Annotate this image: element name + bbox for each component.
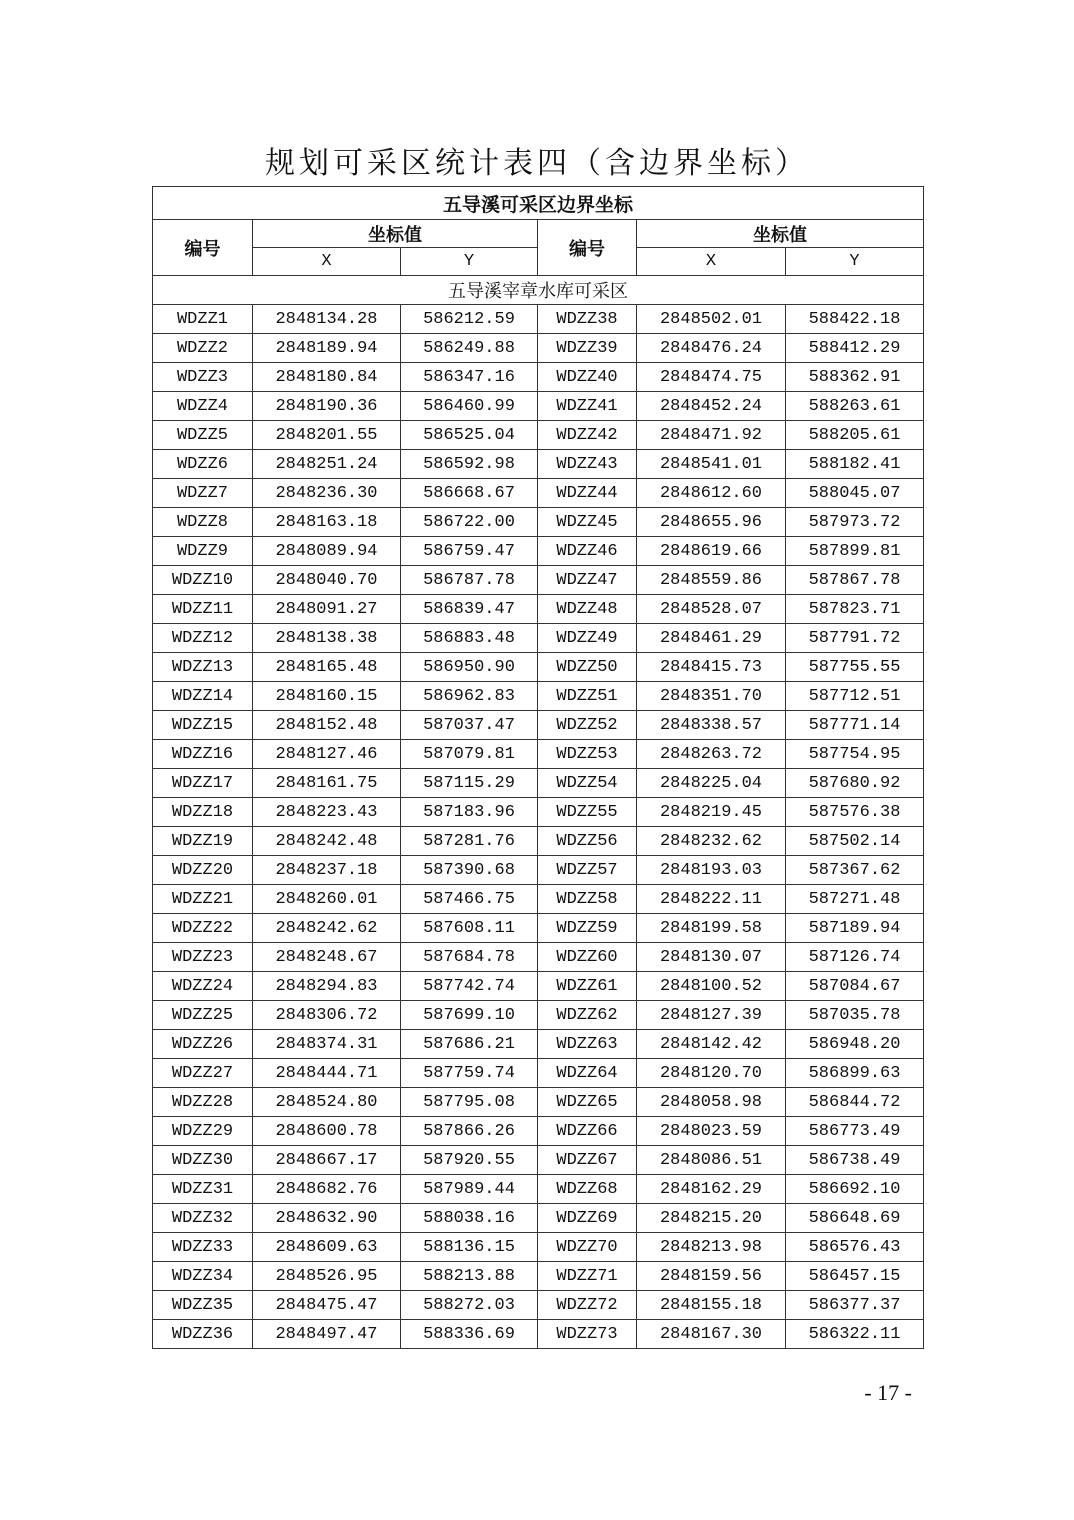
table-body xyxy=(153,305,924,1349)
x-coordinate-cell: 2848444.71 xyxy=(253,1059,401,1088)
x-coordinate-cell: 2848100.52 xyxy=(637,972,786,1001)
y-coordinate-cell: 586722.00 xyxy=(401,508,538,537)
point-id-cell: WDZZ50 xyxy=(538,653,637,682)
point-id-cell: WDZZ44 xyxy=(538,479,637,508)
x-coordinate-cell: 2848474.75 xyxy=(637,363,786,392)
y-coordinate-cell: 587684.78 xyxy=(401,943,538,972)
y-coordinate-cell: 588422.18 xyxy=(786,305,924,334)
y-coordinate-cell: 587791.72 xyxy=(786,624,924,653)
x-coordinate-cell: 2848138.38 xyxy=(253,624,401,653)
point-id-cell: WDZZ32 xyxy=(153,1204,253,1233)
point-id-cell: WDZZ39 xyxy=(538,334,637,363)
point-id-cell: WDZZ47 xyxy=(538,566,637,595)
y-coordinate-cell: 587466.75 xyxy=(401,885,538,914)
point-id-cell: WDZZ22 xyxy=(153,914,253,943)
table-row xyxy=(153,1146,924,1175)
y-coordinate-cell: 587502.14 xyxy=(786,827,924,856)
x-coordinate-cell: 2848306.72 xyxy=(253,1001,401,1030)
x-coordinate-cell: 2848152.48 xyxy=(253,711,401,740)
x-coordinate-cell: 2848167.30 xyxy=(637,1320,786,1349)
point-id-cell: WDZZ73 xyxy=(538,1320,637,1349)
y-coordinate-cell: 588205.61 xyxy=(786,421,924,450)
y-coordinate-cell: 588038.16 xyxy=(401,1204,538,1233)
y-coordinate-cell: 588045.07 xyxy=(786,479,924,508)
point-id-cell: WDZZ5 xyxy=(153,421,253,450)
x-coordinate-cell: 2848219.45 xyxy=(637,798,786,827)
y-coordinate-cell: 587973.72 xyxy=(786,508,924,537)
y-coordinate-cell: 587759.74 xyxy=(401,1059,538,1088)
point-id-cell: WDZZ1 xyxy=(153,305,253,334)
x-coordinate-cell: 2848682.76 xyxy=(253,1175,401,1204)
point-id-cell: WDZZ59 xyxy=(538,914,637,943)
point-id-cell: WDZZ17 xyxy=(153,769,253,798)
coordinate-column-header-left: 坐标值 xyxy=(253,220,538,248)
y-coordinate-cell: 587699.10 xyxy=(401,1001,538,1030)
y-coordinate-cell: 586773.49 xyxy=(786,1117,924,1146)
x-coordinate-cell: 2848086.51 xyxy=(637,1146,786,1175)
table-row xyxy=(153,856,924,885)
y-coordinate-cell: 587867.78 xyxy=(786,566,924,595)
x-coordinate-cell: 2848632.90 xyxy=(253,1204,401,1233)
x-coordinate-cell: 2848242.48 xyxy=(253,827,401,856)
point-id-cell: WDZZ36 xyxy=(153,1320,253,1349)
table-row xyxy=(153,1175,924,1204)
y-coordinate-cell: 586249.88 xyxy=(401,334,538,363)
x-coordinate-cell: 2848263.72 xyxy=(637,740,786,769)
y-coordinate-cell: 587367.62 xyxy=(786,856,924,885)
x-coordinate-cell: 2848374.31 xyxy=(253,1030,401,1059)
point-id-cell: WDZZ53 xyxy=(538,740,637,769)
point-id-cell: WDZZ9 xyxy=(153,537,253,566)
y-coordinate-cell: 586962.83 xyxy=(401,682,538,711)
point-id-cell: WDZZ60 xyxy=(538,943,637,972)
y-coordinate-cell: 587281.76 xyxy=(401,827,538,856)
point-id-cell: WDZZ12 xyxy=(153,624,253,653)
table-row xyxy=(153,1233,924,1262)
y-coordinate-cell: 587037.47 xyxy=(401,711,538,740)
point-id-cell: WDZZ63 xyxy=(538,1030,637,1059)
table-row xyxy=(153,682,924,711)
x-coordinate-cell: 2848236.30 xyxy=(253,479,401,508)
x-coordinate-cell: 2848600.78 xyxy=(253,1117,401,1146)
x-coordinate-cell: 2848497.47 xyxy=(253,1320,401,1349)
table-row xyxy=(153,537,924,566)
point-id-cell: WDZZ23 xyxy=(153,943,253,972)
x-coordinate-cell: 2848189.94 xyxy=(253,334,401,363)
x-coordinate-cell: 2848232.62 xyxy=(637,827,786,856)
table-row xyxy=(153,450,924,479)
table-row xyxy=(153,711,924,740)
table-row xyxy=(153,624,924,653)
x-coordinate-cell: 2848091.27 xyxy=(253,595,401,624)
x-coordinate-cell: 2848242.62 xyxy=(253,914,401,943)
point-id-cell: WDZZ26 xyxy=(153,1030,253,1059)
y-coordinate-cell: 586839.47 xyxy=(401,595,538,624)
page-title: 规划可采区统计表四（含边界坐标） xyxy=(265,146,809,181)
x-coordinate-cell: 2848559.86 xyxy=(637,566,786,595)
point-id-cell: WDZZ33 xyxy=(153,1233,253,1262)
y-coordinate-cell: 586525.04 xyxy=(401,421,538,450)
x-coordinate-cell: 2848471.92 xyxy=(637,421,786,450)
point-id-cell: WDZZ62 xyxy=(538,1001,637,1030)
point-id-cell: WDZZ19 xyxy=(153,827,253,856)
y-coordinate-cell: 587608.11 xyxy=(401,914,538,943)
point-id-cell: WDZZ61 xyxy=(538,972,637,1001)
x-coordinate-cell: 2848667.17 xyxy=(253,1146,401,1175)
y-coordinate-cell: 588272.03 xyxy=(401,1291,538,1320)
y-coordinate-cell: 587271.48 xyxy=(786,885,924,914)
x-coordinate-cell: 2848180.84 xyxy=(253,363,401,392)
x-coordinate-cell: 2848120.70 xyxy=(637,1059,786,1088)
point-id-cell: WDZZ65 xyxy=(538,1088,637,1117)
x-coordinate-cell: 2848163.18 xyxy=(253,508,401,537)
point-id-cell: WDZZ34 xyxy=(153,1262,253,1291)
id-column-header-right: 编号 xyxy=(538,220,637,276)
y-coordinate-cell: 586322.11 xyxy=(786,1320,924,1349)
y-column-header-right: Y xyxy=(786,248,924,276)
x-coordinate-cell: 2848134.28 xyxy=(253,305,401,334)
point-id-cell: WDZZ29 xyxy=(153,1117,253,1146)
x-column-header-right: X xyxy=(637,248,786,276)
table-row xyxy=(153,1320,924,1349)
y-coordinate-cell: 586668.67 xyxy=(401,479,538,508)
x-coordinate-cell: 2848127.39 xyxy=(637,1001,786,1030)
y-coordinate-cell: 586883.48 xyxy=(401,624,538,653)
table-row xyxy=(153,653,924,682)
table-row xyxy=(153,827,924,856)
y-coordinate-cell: 586787.78 xyxy=(401,566,538,595)
table-row xyxy=(153,972,924,1001)
x-coordinate-cell: 2848165.48 xyxy=(253,653,401,682)
y-coordinate-cell: 587035.78 xyxy=(786,1001,924,1030)
y-coordinate-cell: 587989.44 xyxy=(401,1175,538,1204)
table-row xyxy=(153,1059,924,1088)
y-coordinate-cell: 587866.26 xyxy=(401,1117,538,1146)
x-coordinate-cell: 2848541.01 xyxy=(637,450,786,479)
table-row xyxy=(153,798,924,827)
x-coordinate-cell: 2848619.66 xyxy=(637,537,786,566)
point-id-cell: WDZZ4 xyxy=(153,392,253,421)
page-number: - 17 - xyxy=(864,1380,912,1405)
x-coordinate-cell: 2848142.42 xyxy=(637,1030,786,1059)
y-coordinate-cell: 588362.91 xyxy=(786,363,924,392)
table-row xyxy=(153,479,924,508)
y-coordinate-cell: 587126.74 xyxy=(786,943,924,972)
y-coordinate-cell: 587795.08 xyxy=(401,1088,538,1117)
x-coordinate-cell: 2848476.24 xyxy=(637,334,786,363)
point-id-cell: WDZZ38 xyxy=(538,305,637,334)
x-coordinate-cell: 2848127.46 xyxy=(253,740,401,769)
x-coordinate-cell: 2848415.73 xyxy=(637,653,786,682)
y-coordinate-cell: 586377.37 xyxy=(786,1291,924,1320)
y-coordinate-cell: 587084.67 xyxy=(786,972,924,1001)
x-coordinate-cell: 2848294.83 xyxy=(253,972,401,1001)
point-id-cell: WDZZ11 xyxy=(153,595,253,624)
y-coordinate-cell: 586592.98 xyxy=(401,450,538,479)
y-coordinate-cell: 586844.72 xyxy=(786,1088,924,1117)
y-coordinate-cell: 587183.96 xyxy=(401,798,538,827)
y-coordinate-cell: 586576.43 xyxy=(786,1233,924,1262)
y-coordinate-cell: 586460.99 xyxy=(401,392,538,421)
point-id-cell: WDZZ14 xyxy=(153,682,253,711)
x-coordinate-cell: 2848223.43 xyxy=(253,798,401,827)
table-row xyxy=(153,943,924,972)
point-id-cell: WDZZ68 xyxy=(538,1175,637,1204)
y-coordinate-cell: 587920.55 xyxy=(401,1146,538,1175)
x-coordinate-cell: 2848248.67 xyxy=(253,943,401,972)
point-id-cell: WDZZ13 xyxy=(153,653,253,682)
y-coordinate-cell: 588136.15 xyxy=(401,1233,538,1262)
x-coordinate-cell: 2848502.01 xyxy=(637,305,786,334)
table-row xyxy=(153,334,924,363)
id-column-header-left: 编号 xyxy=(153,220,253,276)
y-column-header-left: Y xyxy=(401,248,538,276)
y-coordinate-cell: 588182.41 xyxy=(786,450,924,479)
y-coordinate-cell: 586899.63 xyxy=(786,1059,924,1088)
point-id-cell: WDZZ3 xyxy=(153,363,253,392)
point-id-cell: WDZZ55 xyxy=(538,798,637,827)
point-id-cell: WDZZ48 xyxy=(538,595,637,624)
point-id-cell: WDZZ16 xyxy=(153,740,253,769)
point-id-cell: WDZZ42 xyxy=(538,421,637,450)
x-coordinate-cell: 2848199.58 xyxy=(637,914,786,943)
y-coordinate-cell: 587576.38 xyxy=(786,798,924,827)
y-coordinate-cell: 586948.20 xyxy=(786,1030,924,1059)
y-coordinate-cell: 586457.15 xyxy=(786,1262,924,1291)
point-id-cell: WDZZ40 xyxy=(538,363,637,392)
table-row xyxy=(153,1117,924,1146)
point-id-cell: WDZZ8 xyxy=(153,508,253,537)
x-coordinate-cell: 2848351.70 xyxy=(637,682,786,711)
x-coordinate-cell: 2848089.94 xyxy=(253,537,401,566)
x-coordinate-cell: 2848161.75 xyxy=(253,769,401,798)
point-id-cell: WDZZ30 xyxy=(153,1146,253,1175)
point-id-cell: WDZZ66 xyxy=(538,1117,637,1146)
point-id-cell: WDZZ49 xyxy=(538,624,637,653)
table-row xyxy=(153,1291,924,1320)
point-id-cell: WDZZ15 xyxy=(153,711,253,740)
x-coordinate-cell: 2848655.96 xyxy=(637,508,786,537)
x-coordinate-cell: 2848023.59 xyxy=(637,1117,786,1146)
point-id-cell: WDZZ31 xyxy=(153,1175,253,1204)
x-coordinate-cell: 2848159.56 xyxy=(637,1262,786,1291)
y-coordinate-cell: 587079.81 xyxy=(401,740,538,769)
y-coordinate-cell: 587390.68 xyxy=(401,856,538,885)
point-id-cell: WDZZ56 xyxy=(538,827,637,856)
y-coordinate-cell: 586738.49 xyxy=(786,1146,924,1175)
point-id-cell: WDZZ52 xyxy=(538,711,637,740)
point-id-cell: WDZZ43 xyxy=(538,450,637,479)
point-id-cell: WDZZ27 xyxy=(153,1059,253,1088)
boundary-coordinates-table xyxy=(152,186,924,1349)
x-coordinate-cell: 2848452.24 xyxy=(637,392,786,421)
point-id-cell: WDZZ10 xyxy=(153,566,253,595)
table-row xyxy=(153,421,924,450)
y-coordinate-cell: 587712.51 xyxy=(786,682,924,711)
y-coordinate-cell: 588412.29 xyxy=(786,334,924,363)
section-title: 五导溪宰章水库可采区 xyxy=(153,276,924,305)
point-id-cell: WDZZ35 xyxy=(153,1291,253,1320)
x-column-header-left: X xyxy=(253,248,401,276)
y-coordinate-cell: 586950.90 xyxy=(401,653,538,682)
point-id-cell: WDZZ25 xyxy=(153,1001,253,1030)
x-coordinate-cell: 2848237.18 xyxy=(253,856,401,885)
point-id-cell: WDZZ20 xyxy=(153,856,253,885)
x-coordinate-cell: 2848190.36 xyxy=(253,392,401,421)
x-coordinate-cell: 2848609.63 xyxy=(253,1233,401,1262)
y-coordinate-cell: 586347.16 xyxy=(401,363,538,392)
x-coordinate-cell: 2848040.70 xyxy=(253,566,401,595)
point-id-cell: WDZZ45 xyxy=(538,508,637,537)
table-row xyxy=(153,566,924,595)
point-id-cell: WDZZ18 xyxy=(153,798,253,827)
table-row xyxy=(153,1030,924,1059)
point-id-cell: WDZZ41 xyxy=(538,392,637,421)
y-coordinate-cell: 587189.94 xyxy=(786,914,924,943)
point-id-cell: WDZZ54 xyxy=(538,769,637,798)
table-row xyxy=(153,885,924,914)
y-coordinate-cell: 587899.81 xyxy=(786,537,924,566)
x-coordinate-cell: 2848225.04 xyxy=(637,769,786,798)
x-coordinate-cell: 2848461.29 xyxy=(637,624,786,653)
point-id-cell: WDZZ67 xyxy=(538,1146,637,1175)
x-coordinate-cell: 2848260.01 xyxy=(253,885,401,914)
x-coordinate-cell: 2848130.07 xyxy=(637,943,786,972)
x-coordinate-cell: 2848338.57 xyxy=(637,711,786,740)
y-coordinate-cell: 587771.14 xyxy=(786,711,924,740)
table-row xyxy=(153,508,924,537)
x-coordinate-cell: 2848475.47 xyxy=(253,1291,401,1320)
point-id-cell: WDZZ64 xyxy=(538,1059,637,1088)
point-id-cell: WDZZ69 xyxy=(538,1204,637,1233)
y-coordinate-cell: 587686.21 xyxy=(401,1030,538,1059)
x-coordinate-cell: 2848222.11 xyxy=(637,885,786,914)
point-id-cell: WDZZ2 xyxy=(153,334,253,363)
point-id-cell: WDZZ72 xyxy=(538,1291,637,1320)
y-coordinate-cell: 587754.95 xyxy=(786,740,924,769)
point-id-cell: WDZZ70 xyxy=(538,1233,637,1262)
y-coordinate-cell: 587115.29 xyxy=(401,769,538,798)
point-id-cell: WDZZ51 xyxy=(538,682,637,711)
table-row xyxy=(153,1204,924,1233)
table-row xyxy=(153,392,924,421)
point-id-cell: WDZZ6 xyxy=(153,450,253,479)
point-id-cell: WDZZ71 xyxy=(538,1262,637,1291)
table-row xyxy=(153,1088,924,1117)
y-coordinate-cell: 587680.92 xyxy=(786,769,924,798)
coordinate-column-header-right: 坐标值 xyxy=(637,220,924,248)
point-id-cell: WDZZ7 xyxy=(153,479,253,508)
x-coordinate-cell: 2848155.18 xyxy=(637,1291,786,1320)
y-coordinate-cell: 586759.47 xyxy=(401,537,538,566)
x-coordinate-cell: 2848162.29 xyxy=(637,1175,786,1204)
table-row xyxy=(153,1001,924,1030)
table-row xyxy=(153,1262,924,1291)
x-coordinate-cell: 2848193.03 xyxy=(637,856,786,885)
y-coordinate-cell: 587755.55 xyxy=(786,653,924,682)
point-id-cell: WDZZ24 xyxy=(153,972,253,1001)
x-coordinate-cell: 2848215.20 xyxy=(637,1204,786,1233)
table-row xyxy=(153,769,924,798)
table-row xyxy=(153,595,924,624)
y-coordinate-cell: 586212.59 xyxy=(401,305,538,334)
table-row xyxy=(153,740,924,769)
x-coordinate-cell: 2848524.80 xyxy=(253,1088,401,1117)
y-coordinate-cell: 587823.71 xyxy=(786,595,924,624)
x-coordinate-cell: 2848213.98 xyxy=(637,1233,786,1262)
table-row xyxy=(153,914,924,943)
y-coordinate-cell: 587742.74 xyxy=(401,972,538,1001)
table-caption: 五导溪可采区边界坐标 xyxy=(153,187,924,220)
x-coordinate-cell: 2848612.60 xyxy=(637,479,786,508)
x-coordinate-cell: 2848201.55 xyxy=(253,421,401,450)
point-id-cell: WDZZ58 xyxy=(538,885,637,914)
x-coordinate-cell: 2848058.98 xyxy=(637,1088,786,1117)
point-id-cell: WDZZ28 xyxy=(153,1088,253,1117)
x-coordinate-cell: 2848526.95 xyxy=(253,1262,401,1291)
y-coordinate-cell: 586648.69 xyxy=(786,1204,924,1233)
y-coordinate-cell: 588336.69 xyxy=(401,1320,538,1349)
x-coordinate-cell: 2848528.07 xyxy=(637,595,786,624)
point-id-cell: WDZZ46 xyxy=(538,537,637,566)
table-row xyxy=(153,305,924,334)
point-id-cell: WDZZ57 xyxy=(538,856,637,885)
table-row xyxy=(153,363,924,392)
x-coordinate-cell: 2848251.24 xyxy=(253,450,401,479)
x-coordinate-cell: 2848160.15 xyxy=(253,682,401,711)
y-coordinate-cell: 588213.88 xyxy=(401,1262,538,1291)
y-coordinate-cell: 588263.61 xyxy=(786,392,924,421)
y-coordinate-cell: 586692.10 xyxy=(786,1175,924,1204)
point-id-cell: WDZZ21 xyxy=(153,885,253,914)
